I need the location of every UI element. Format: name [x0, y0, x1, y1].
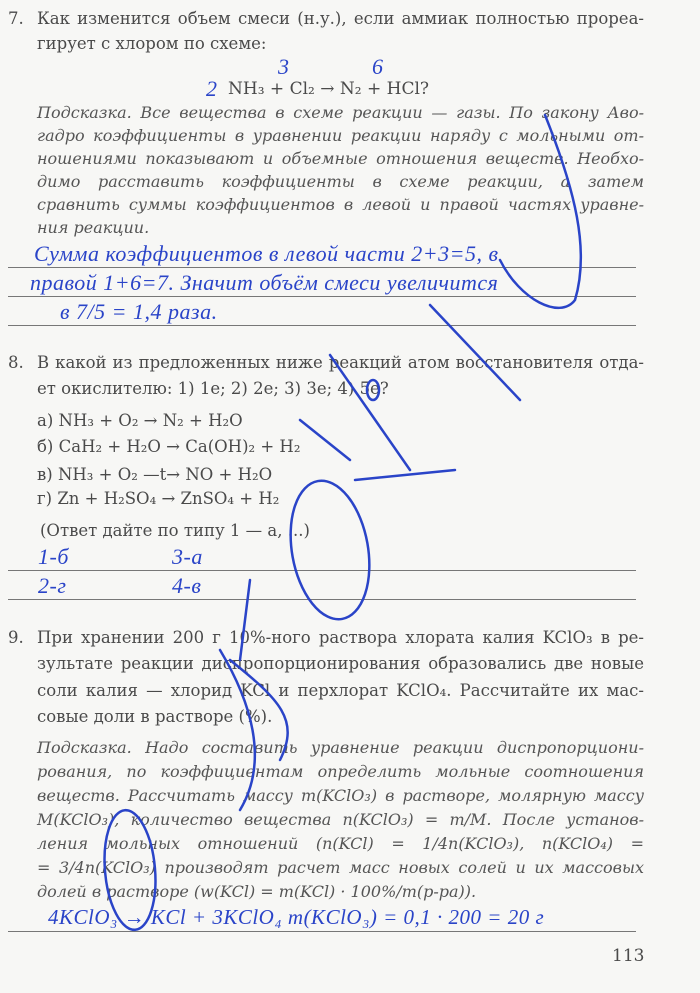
q9-hint-line: ления мольных отношений (n(KCl) = 1/4n(KClO₃), n(KClO₄) =	[37, 834, 644, 853]
answer-rule	[8, 570, 636, 571]
q9-answer: 4KClO₃ → KCl + 3KClO₄ m(KClO₃) = 0,1 · 200 = 20 г	[48, 905, 545, 929]
q8-answer: 1-б	[38, 544, 69, 569]
q7-hint-line: димо расставить коэффициенты в схеме реакции, а затем	[37, 172, 644, 191]
q7-hint-line: ния реакции.	[37, 218, 150, 237]
scribble-circle	[280, 474, 379, 625]
option-label: в)	[37, 465, 53, 484]
q8-text-line: ет окислителю: 1) 1e; 2) 2e; 3) 3e; 4) 5e?	[37, 379, 389, 398]
answer-rule	[8, 325, 636, 326]
option-label: а)	[37, 411, 54, 430]
q7-equation: NH₃ + Cl₂ → N₂ + HCl?	[228, 79, 430, 99]
q7-hint-line: Подсказка. Все вещества в схеме реакции — газы. По закону Аво-	[37, 103, 644, 122]
q8-option-v	[37, 464, 272, 486]
q7-number: 7.	[8, 9, 24, 28]
q7-hint-line: ношениями показывают и объемные отношения веществ. Необхо-	[37, 149, 644, 168]
q9-text-line: При хранении 200 г 10%-ного раствора хлората калия KClO₃ в ре-	[37, 628, 644, 647]
q7-text-line: гирует с хлором по схеме:	[37, 34, 267, 53]
option-formula: Zn + H₂SO₄ → ZnSO₄ + H₂	[57, 489, 280, 508]
q8-option-a	[37, 410, 243, 432]
q7-answer-line: правой 1+6=7. Значит объём смеси увеличится	[30, 270, 499, 295]
answer-rule	[8, 599, 636, 600]
q9-hint-line: Подсказка. Надо составить уравнение реакции диспропорциони-	[37, 738, 644, 757]
option-label: г)	[37, 489, 53, 508]
option-label: б)	[37, 437, 54, 456]
option-formula: NH₃ + O₂ → N₂ + H₂O	[58, 411, 243, 430]
q9-number: 9.	[8, 628, 24, 647]
q7-text-line: Как изменится объем смеси (н.у.), если аммиак полностью прореа-	[37, 9, 644, 28]
option-formula: NH₃ + O₂ —t→ NO + H₂O	[57, 465, 273, 484]
q9-hint-line: рования, по коэффициентам определить мольные соотношения	[37, 762, 644, 781]
answer-rule	[8, 931, 636, 932]
answer-rule	[8, 267, 636, 268]
q7-coef: 3	[278, 54, 290, 79]
q9-text-line: зультате реакции диспропорционирования образовались две новые	[37, 654, 644, 673]
q7-coef: 6	[372, 54, 384, 79]
q7-hint-line: гадро коэффициенты в уравнении реакции наряду с мольными от-	[37, 126, 644, 145]
q9-hint-line: веществ. Рассчитать массу m(KClO₃) в растворе, молярную массу	[37, 786, 644, 805]
q8-option-g	[37, 488, 279, 510]
q9-hint-line: долей в растворе (w(KCl) = m(KCl) · 100%/m(р-ра)).	[37, 882, 477, 901]
q8-option-b	[37, 436, 300, 458]
q7-hint-line: сравнить суммы коэффициентов в левой и правой частях уравне-	[37, 195, 644, 214]
q8-text-line: В какой из предложенных ниже реакций атом восстановителя отда-	[37, 353, 644, 372]
q8-number: 8.	[8, 353, 24, 372]
page-number: 113	[612, 946, 645, 966]
q8-answer: 3-а	[172, 544, 203, 569]
q7-coef: 2	[206, 76, 218, 101]
q8-answer: 2-г	[38, 573, 67, 598]
q9-text-line: соли калия — хлорид KCl и перхлорат KClO₄. Рассчитайте их мас-	[37, 681, 644, 700]
q9-text-line: совые доли в растворе (%).	[37, 707, 273, 726]
q7-answer-line: Сумма коэффициентов в левой части 2+3=5, в	[34, 241, 499, 266]
option-formula: CaH₂ + H₂O → Ca(OH)₂ + H₂	[58, 437, 301, 456]
q9-hint-line: M(KClO₃), количество вещества n(KClO₃) = m/M. После установ-	[37, 810, 644, 829]
q7-answer-line: в 7/5 = 1,4 раза.	[60, 299, 218, 324]
q9-hint-line: = 3/4n(KClO₃) производят расчет масс новых солей и их массовых	[37, 858, 644, 877]
q8-note: (Ответ дайте по типу 1 — а, ...)	[40, 521, 310, 540]
answer-rule	[8, 296, 636, 297]
q8-answer: 4-в	[172, 573, 202, 598]
